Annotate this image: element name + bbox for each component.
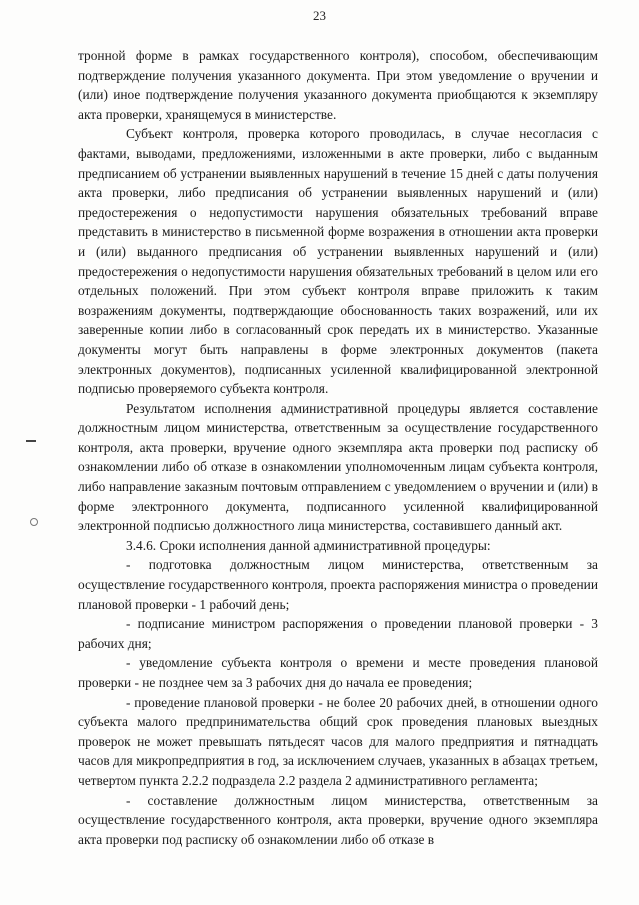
page-number: 23 xyxy=(313,8,326,23)
paragraph-procedure-result: Результатом исполнения административной процедуры является составление должностным лицом министерства, ответственным за осуществление государственного контроля, акта проверки, вручение одного экземпляра акта проверки под расписку об ознакомлении либо об отказе в ознакомлении уполномоченным лицам субъекта контроля, либо направление заказным почтовым отправлением с уведомлением о вручении и (или) в форме электронного документа, подписанного усиленной квалифицированной электронной подписью должностного лица министерства, составившего данный акт. xyxy=(78,400,598,534)
scan-artifact-dot xyxy=(30,518,38,526)
list-item-draft-order: - подготовка должностным лицом министерства, ответственным за осуществление государственного контроля, проекта распоряжения министра о проведении плановой проверки - 1 рабочий день; xyxy=(78,557,598,612)
list-item-act-preparation: - составление должностным лицом министерства, ответственным за осуществление государственного контроля, акта проверки, вручение одного экземпляра акта проверки под расписку об ознакомлении либо об отказе в xyxy=(78,792,598,847)
list-item-sign-order: - подписание министром распоряжения о проведении плановой проверки - 3 рабочих дня; xyxy=(78,616,598,651)
list-item-notification: - уведомление субъекта контроля о времени и месте проведения плановой проверки - не позднее чем за 3 рабочих дня до начала ее проведения; xyxy=(78,655,598,690)
document-body xyxy=(78,46,598,849)
paragraph-continuation: тронной форме в рамках государственного контроля), способом, обеспечивающим подтверждение получения указанного документа. При этом уведомление о вручении и (или) иное подтверждение получения указанного документа приобщаются к экземпляру акта проверки, хранящемуся в министерстве. xyxy=(78,48,598,122)
list-item-inspection-duration: - проведение плановой проверки - не более 20 рабочих дней, в отношении одного субъекта малого предпринимательства общий срок проведения плановых выездных проверок не может превышать пятьдесят часов для малого предприятия и пятнадцать часов для микропредприятия в год, за исключением случаев, указанных в абзацах третьем, четвертом пункта 2.2.2 подраздела 2.2 раздела 2 административного регламента; xyxy=(78,694,598,788)
paragraph-objection-rights: Субъект контроля, проверка которого проводилась, в случае несогласия с фактами, выводами, предложениями, изложенными в акте проверки, либо с выданным предписанием об устранении выявленных нарушений в течение 15 дней с даты получения акта проверки, либо предписания об устранении выявленных нарушений и (или) предостережения о недопустимости нарушения обязательных требований вправе представить в министерство в письменной форме возражения в отношении акта проверки и (или) выданного предписания об устранении выявленных нарушений и (или) предостережения о недопустимости нарушения обязательных требований в целом или его отдельных положений. При этом субъект контроля вправе приложить к таким возражениям документы, подтверждающие обоснованность таких возражений, или их заверенные копии либо в согласованный срок передать их в министерство. Указанные документы могут быть направлены в форме электронных документов (пакета электронных документов), подписанных усиленной квалифицированной электронной подписью проверяемого субъекта контроля. xyxy=(78,126,598,397)
scan-artifact-mark xyxy=(26,440,36,442)
paragraph-deadlines-heading: 3.4.6. Сроки исполнения данной административной процедуры: xyxy=(126,537,491,553)
